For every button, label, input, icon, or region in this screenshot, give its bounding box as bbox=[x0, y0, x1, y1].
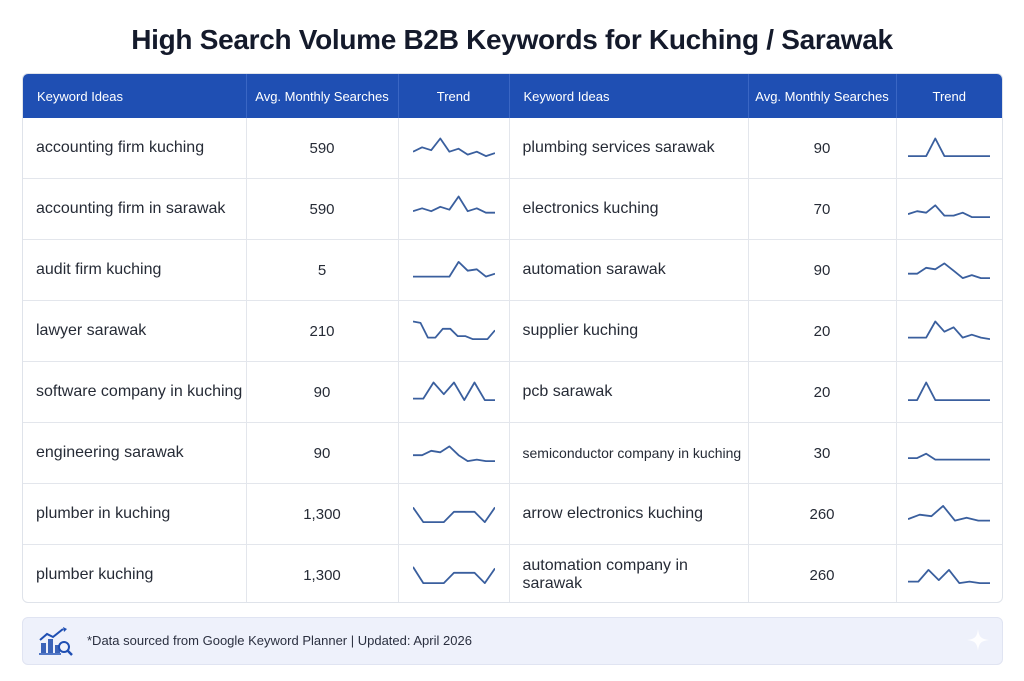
trend-cell bbox=[398, 545, 509, 604]
trend-sparkline-icon bbox=[413, 195, 495, 223]
trend-sparkline-icon bbox=[413, 317, 495, 345]
trend-line bbox=[413, 197, 495, 213]
trend-line bbox=[908, 383, 990, 401]
monthly-searches-cell: 70 bbox=[748, 179, 896, 240]
trend-sparkline-icon bbox=[908, 500, 990, 528]
keyword-cell: plumber kuching bbox=[23, 545, 246, 604]
trend-sparkline-icon bbox=[908, 378, 990, 406]
trend-cell bbox=[398, 179, 509, 240]
monthly-searches-cell: 590 bbox=[246, 118, 398, 179]
trend-line bbox=[413, 262, 495, 277]
trend-sparkline-icon bbox=[908, 439, 990, 467]
keyword-cell: audit firm kuching bbox=[23, 240, 246, 301]
trend-sparkline-icon bbox=[413, 500, 495, 528]
trend-cell bbox=[896, 301, 1002, 362]
page-title: High Search Volume B2B Keywords for Kuching / Sarawak bbox=[131, 24, 893, 55]
monthly-searches-cell: 1,300 bbox=[246, 484, 398, 545]
keyword-cell: arrow electronics kuching bbox=[509, 484, 748, 545]
table-row bbox=[23, 301, 1002, 362]
table-row bbox=[23, 118, 1002, 179]
trend-cell bbox=[896, 118, 1002, 179]
trend-cell bbox=[398, 118, 509, 179]
table-row bbox=[23, 545, 1002, 604]
trend-cell bbox=[896, 484, 1002, 545]
footer-note-bar bbox=[22, 617, 1003, 665]
monthly-searches-cell: 210 bbox=[246, 301, 398, 362]
trend-sparkline-icon bbox=[908, 195, 990, 223]
header-keyword-ideas: Keyword Ideas bbox=[23, 74, 246, 118]
keyword-cell: engineering sarawak bbox=[23, 423, 246, 484]
trend-cell bbox=[398, 301, 509, 362]
table-row bbox=[23, 423, 1002, 484]
keyword-cell: software company in kuching bbox=[23, 362, 246, 423]
trend-cell bbox=[896, 240, 1002, 301]
table-row bbox=[23, 240, 1002, 301]
trend-cell bbox=[398, 362, 509, 423]
trend-sparkline-icon bbox=[908, 317, 990, 345]
trend-sparkline-icon bbox=[413, 134, 495, 162]
header-keyword-ideas: Keyword Ideas bbox=[509, 74, 748, 118]
trend-cell bbox=[398, 423, 509, 484]
table-header-row bbox=[23, 74, 1002, 118]
monthly-searches-cell: 260 bbox=[748, 484, 896, 545]
trend-line bbox=[908, 454, 990, 460]
monthly-searches-cell: 5 bbox=[246, 240, 398, 301]
header-avg-monthly-searches: Avg. Monthly Searches bbox=[748, 74, 896, 118]
trend-sparkline-icon bbox=[413, 561, 495, 589]
trend-line bbox=[413, 322, 495, 340]
trend-sparkline-icon bbox=[413, 256, 495, 284]
trend-cell bbox=[398, 484, 509, 545]
trend-cell bbox=[896, 423, 1002, 484]
trend-line bbox=[413, 507, 495, 522]
monthly-searches-cell: 30 bbox=[748, 423, 896, 484]
monthly-searches-cell: 90 bbox=[748, 118, 896, 179]
trend-cell bbox=[896, 362, 1002, 423]
trend-line bbox=[413, 139, 495, 157]
header-trend: Trend bbox=[398, 74, 509, 118]
trend-line bbox=[908, 139, 990, 157]
trend-sparkline-icon bbox=[413, 378, 495, 406]
monthly-searches-cell: 590 bbox=[246, 179, 398, 240]
keyword-table bbox=[22, 73, 1003, 603]
header-trend: Trend bbox=[896, 74, 1002, 118]
monthly-searches-cell: 90 bbox=[246, 423, 398, 484]
trend-line bbox=[908, 506, 990, 521]
trend-sparkline-icon bbox=[908, 134, 990, 162]
monthly-searches-cell: 20 bbox=[748, 362, 896, 423]
keyword-cell: supplier kuching bbox=[509, 301, 748, 362]
keyword-cell: accounting firm in sarawak bbox=[23, 179, 246, 240]
trend-line bbox=[908, 322, 990, 340]
keyword-cell: accounting firm kuching bbox=[23, 118, 246, 179]
sparkle-icon bbox=[966, 628, 990, 657]
header-avg-monthly-searches: Avg. Monthly Searches bbox=[246, 74, 398, 118]
keyword-cell: plumbing services sarawak bbox=[509, 118, 748, 179]
trend-line bbox=[908, 205, 990, 217]
trend-line bbox=[413, 383, 495, 401]
trend-cell bbox=[896, 179, 1002, 240]
keyword-cell: electronics kuching bbox=[509, 179, 748, 240]
trend-line bbox=[413, 446, 495, 461]
trend-cell bbox=[896, 545, 1002, 604]
keyword-cell: pcb sarawak bbox=[509, 362, 748, 423]
monthly-searches-cell: 260 bbox=[748, 545, 896, 604]
trend-sparkline-icon bbox=[908, 256, 990, 284]
analytics-chart-icon bbox=[37, 626, 75, 661]
table-row bbox=[23, 179, 1002, 240]
keyword-cell: automation sarawak bbox=[509, 240, 748, 301]
trend-line bbox=[413, 567, 495, 583]
monthly-searches-cell: 90 bbox=[246, 362, 398, 423]
trend-line bbox=[908, 570, 990, 583]
keyword-cell: plumber in kuching bbox=[23, 484, 246, 545]
trend-sparkline-icon bbox=[413, 439, 495, 467]
footer-source-note: *Data sourced from Google Keyword Planner | Updated: April 2026 bbox=[87, 633, 472, 648]
monthly-searches-cell: 20 bbox=[748, 301, 896, 362]
trend-line bbox=[908, 263, 990, 278]
keyword-cell: automation company in sarawak bbox=[509, 545, 748, 604]
trend-sparkline-icon bbox=[908, 561, 990, 589]
monthly-searches-cell: 90 bbox=[748, 240, 896, 301]
table-row bbox=[23, 484, 1002, 545]
keyword-cell: semiconductor company in kuching bbox=[509, 423, 748, 484]
trend-cell bbox=[398, 240, 509, 301]
keyword-cell: lawyer sarawak bbox=[23, 301, 246, 362]
monthly-searches-cell: 1,300 bbox=[246, 545, 398, 604]
table-row bbox=[23, 362, 1002, 423]
